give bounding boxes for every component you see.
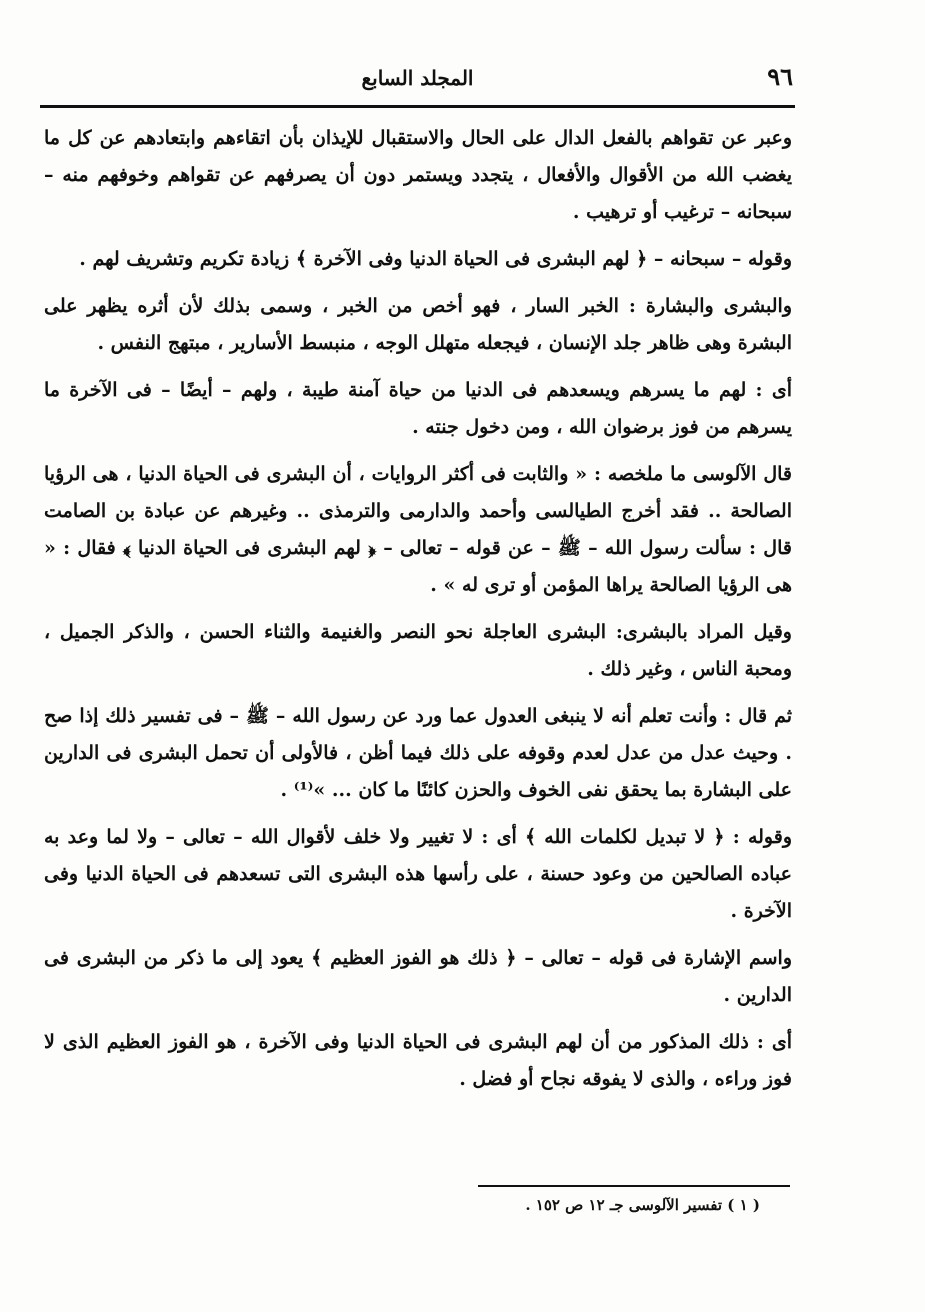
paragraph-7: ثم قال : وأنت تعلم أنه لا ينبغى العدول عما ورد عن رسول الله – ﷺ – فى تفسير ذلك إذا صح . وحيث عدل من عدل لعدم وقوفه على ذلك فيما أظن ، فالأولى أن تحمل البشرى فى الدارين على البشارة بما يحقق نفى الخوف والحزن كائنًا ما كان ... »⁽¹⁾ . bbox=[44, 705, 792, 801]
header-rule bbox=[40, 105, 795, 108]
page-header bbox=[40, 62, 795, 100]
paragraph-1: وعبر عن تقواهم بالفعل الدال على الحال والاستقبال للإيذان بأن اتقاءهم وابتعادهم عن كل ما يغضب الله من الأقوال والأفعال ، يتجدد ويستمر دون أن يصرفهم عن تقواهم وخوفهم منه – سبحانه – ترغيب أو ترهيب . bbox=[44, 127, 792, 223]
paragraph-5: قال الآلوسى ما ملخصه : « والثابت فى أكثر الروايات ، أن البشرى فى الحياة الدنيا ، هى الرؤيا الصالحة .. فقد أخرج الطيالسى وأحمد والدارمى والترمذى .. وغيرهم عن عبادة بن الصامت قال : سألت رسول الله – ﷺ – عن قوله – تعالى – ﴿ لهم البشرى فى الحياة الدنيا ﴾ فقال : « هى الرؤيا الصالحة يراها المؤمن أو ترى له » . bbox=[44, 463, 792, 596]
paragraph-8: وقوله : ﴿ لا تبديل لكلمات الله ﴾ أى : لا تغيير ولا خلف لأقوال الله – تعالى – ولا لما وعد به عباده الصالحين من وعود حسنة ، على رأسها هذه البشرى التى تسعدهم فى الحياة الدنيا وفى الآخرة . bbox=[44, 826, 792, 922]
paragraph-9: واسم الإشارة فى قوله – تعالى – ﴿ ذلك هو الفوز العظيم ﴾ يعود إلى ما ذكر من البشرى فى الدارين . bbox=[44, 947, 792, 1006]
running-head: المجلد السابع bbox=[361, 66, 474, 90]
body-text bbox=[44, 120, 792, 1108]
footnote-rule bbox=[478, 1185, 790, 1187]
footnote: ( ١ ) تفسير الآلوسى جـ ١٢ ص ١٥٢ . bbox=[525, 1196, 760, 1214]
paragraph-3: والبشرى والبشارة : الخبر السار ، فهو أخص من الخبر ، وسمى بذلك لأن أثره يظهر على البشرة وهى ظاهر جلد الإنسان ، فيجعله متهلل الوجه ، منبسط الأسارير ، مبتهج النفس . bbox=[44, 295, 792, 354]
paragraph-4: أى : لهم ما يسرهم ويسعدهم فى الدنيا من حياة آمنة طيبة ، ولهم – أيضًا – فى الآخرة ما يسرهم من فوز برضوان الله ، ومن دخول جنته . bbox=[44, 379, 792, 438]
paragraph-2: وقوله – سبحانه – ﴿ لهم البشرى فى الحياة الدنيا وفى الآخرة ﴾ زيادة تكريم وتشريف لهم . bbox=[79, 248, 792, 270]
paragraph-6: وقيل المراد بالبشرى: البشرى العاجلة نحو النصر والغنيمة والثناء الحسن ، والذكر الجميل ، ومحبة الناس ، وغير ذلك . bbox=[44, 621, 792, 680]
page-number: ٩٦ bbox=[767, 62, 793, 91]
paragraph-10: أى : ذلك المذكور من أن لهم البشرى فى الحياة الدنيا وفى الآخرة ، هو الفوز العظيم الذى لا فوز وراءه ، والذى لا يفوقه نجاح أو فضل . bbox=[44, 1031, 792, 1090]
